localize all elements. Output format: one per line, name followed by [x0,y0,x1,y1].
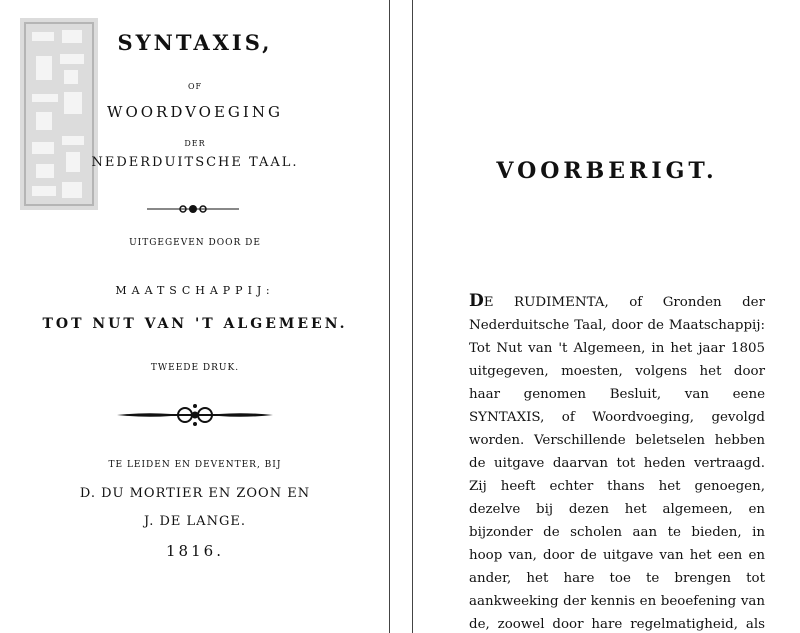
imprint-printers: D. DU MORTIER EN ZOON EN [79,486,311,501]
book-subtitle: WOORDVOEGING [107,103,283,121]
ornament-rule-icon [145,202,241,216]
edition-label: TWEEDE DRUK. [150,363,240,373]
foreword-heading: VOORBERIGT. [496,158,718,184]
foreword-body-text: E RUDIMENTA, of Gronden der Nederduitsche Taal, door de Maatschappij: Tot Nut van 't Algemeen, in het jaar 1805 uitgegeven, moesten, volgens het door haar genomen Besluit, van eene SYNTAXIS, of Woordvoeging, gevolgd worden. Verschillende beletselen hebben de uitgave daarvan tot heden vertraagd. Zij heeft echter thans het genoegen, dezelve bij dezen het algemeen, en bijzonder de scholen aan te bieden, in hoop van, door de uitgave van het een en ander, het hare toe te brengen tot aankweeking der kennis en beoefening van de, zoowel door hare regelmatigheid, als [469,295,765,632]
book-title: SYNTAXIS, [117,30,273,55]
foreword-page [412,0,800,633]
flourish-ornament-icon [115,402,275,428]
page-gutter [390,0,412,633]
publisher-line: UITGEGEVEN DOOR DE [129,238,261,248]
society-name-line1: MAATSCHAPPIJ: [115,284,275,297]
imprint-printer-second: J. DE LANGE. [144,514,246,529]
imprint-place: TE LEIDEN EN DEVENTER, BIJ [108,460,282,470]
society-name-line2: TOT NUT VAN 'T ALGEMEEN. [42,316,348,332]
title-conjunction: OF [187,82,203,91]
foreword-body [469,290,765,633]
publication-year: 1816. [166,542,224,560]
title-article: DER [184,139,206,148]
book-subtitle-language: NEDERDUITSCHE TAAL. [91,155,299,170]
foreword-dropcap: D [469,291,484,311]
title-page [0,0,390,633]
